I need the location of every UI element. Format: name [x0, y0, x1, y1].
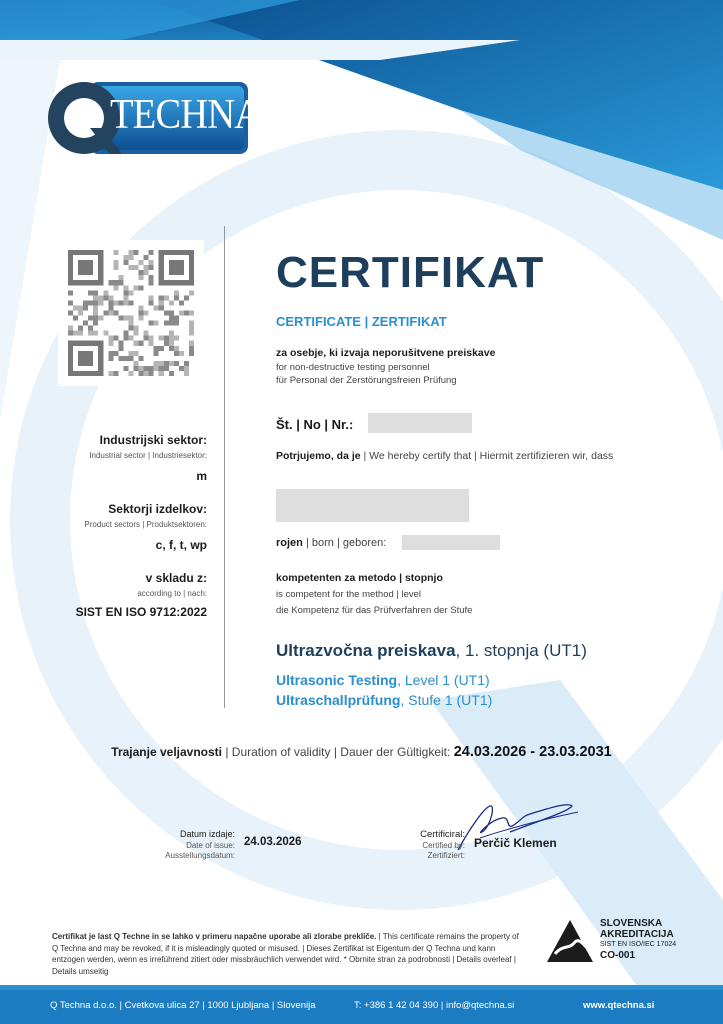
sector-sub: Industrial sector | Industriesektor: [89, 451, 207, 460]
redacted-birth [402, 535, 500, 550]
footer-website[interactable]: www.qtechna.si [583, 1000, 655, 1011]
validity-range: 24.03.2026 - 23.03.2031 [453, 744, 612, 760]
certifier-name: Perčič Klemen [474, 836, 557, 850]
accreditation-icon [545, 918, 595, 964]
for-line-sl: za osebje, ki izvaja neporušitvene preiskave [276, 347, 496, 359]
redacted-name [276, 489, 469, 522]
logo-brand-text: TECHNA [110, 92, 262, 138]
for-line-en: for non-destructive testing personnel [276, 362, 430, 373]
validity-line [0, 744, 723, 760]
method-sl-rest: , 1. stopnja (UT1) [455, 641, 587, 660]
accordance-label: v skladu z: [145, 571, 207, 585]
certifier-label-en: Certified by: [422, 841, 465, 850]
for-line-de: für Personal der Zerstörungsfreien Prüfung [276, 375, 457, 386]
certifier-label: Certificiral: [420, 829, 465, 840]
competent-bold: kompetenten za metodo | stopnjo [276, 572, 443, 584]
method-de-bold: Ultraschallprüfung [276, 692, 401, 708]
number-label: Št. | No | Nr.: [276, 417, 354, 432]
footer-note [52, 931, 522, 977]
method-de [276, 692, 492, 708]
qr-code [58, 240, 204, 386]
competent-en: is competent for the method | level [276, 589, 422, 600]
method-en-rest: , Level 1 (UT1) [397, 672, 490, 688]
issue-label-de: Ausstellungsdatum: [165, 851, 235, 860]
method-en [276, 672, 490, 688]
footer-company: Q Techna d.o.o. | Cvetkova ulica 27 | 1000 Ljubljana | Slovenija [50, 1000, 316, 1011]
accordance-sub: according to | nach: [137, 589, 207, 598]
sector-value: m [196, 469, 207, 483]
method-en-bold: Ultrasonic Testing [276, 672, 398, 688]
signature [450, 798, 590, 858]
products-value: c, f, t, wp [155, 538, 207, 552]
accreditation-text [600, 918, 676, 961]
accreditation-code: CO-001 [600, 950, 636, 961]
redacted-number [368, 413, 472, 433]
vertical-divider [224, 226, 225, 708]
issue-label: Datum izdaje: [179, 829, 235, 839]
born-line [276, 537, 386, 549]
sector-label: Industrijski sektor: [99, 433, 207, 447]
born-rest: | born | geboren: [302, 537, 387, 549]
certify-rest: | We hereby certify that | Hiermit zertifizieren wir, dass [360, 450, 614, 462]
accreditation-line2: AKREDITACIJA [600, 929, 674, 940]
certificate-title: CERTIFIKAT [276, 248, 545, 297]
validity-label-rest: | Duration of validity | Dauer der Gültigkeit: [222, 745, 451, 759]
method-de-rest: , Stufe 1 (UT1) [400, 692, 493, 708]
issue-label-en: Date of issue: [186, 841, 235, 850]
products-sub: Product sectors | Produktsektoren: [84, 520, 207, 529]
certify-bold: Potrjujemo, da je [276, 450, 361, 462]
products-label: Sektorji izdelkov: [108, 502, 207, 516]
accreditation-line1: SLOVENSKA [600, 918, 663, 929]
certificate-subtitle: CERTIFICATE | ZERTIFIKAT [276, 314, 447, 329]
footer-contact: T: +386 1 42 04 390 | info@qtechna.si [354, 1000, 515, 1011]
method-sl [276, 641, 587, 661]
accordance-value: SIST EN ISO 9712:2022 [75, 605, 207, 619]
validity-label-bold: Trajanje veljavnosti [111, 745, 222, 759]
footer-note-rest: | This certificate remains the property of Q Techna and may be revoked, if it is misleadingly quoted or misused. | Dieses Zertifikat ist Eigentum der Q Techna und kann entzogen werden, wenn es irreführend zitiert oder missbräuchlich verwendet wird. * Obrnite stran za podrobnosti | Details overleaf | Details umseitig [52, 932, 519, 976]
certifier-label-de: Zertifiziert: [427, 851, 465, 860]
competent-de: die Kompetenz für das Prüfverfahren der Stufe [276, 605, 473, 616]
issue-date: 24.03.2026 [244, 836, 302, 848]
footer-note-bold: Certifikat je last Q Techne in se lahko v primeru napačne uporabe ali zlorabe prekliče. [52, 932, 377, 941]
certify-line [276, 450, 613, 462]
method-sl-bold: Ultrazvočna preiskava [276, 641, 456, 660]
accreditation-standard: SIST EN ISO/IEC 17024 [600, 941, 677, 948]
born-bold: rojen [276, 537, 303, 549]
